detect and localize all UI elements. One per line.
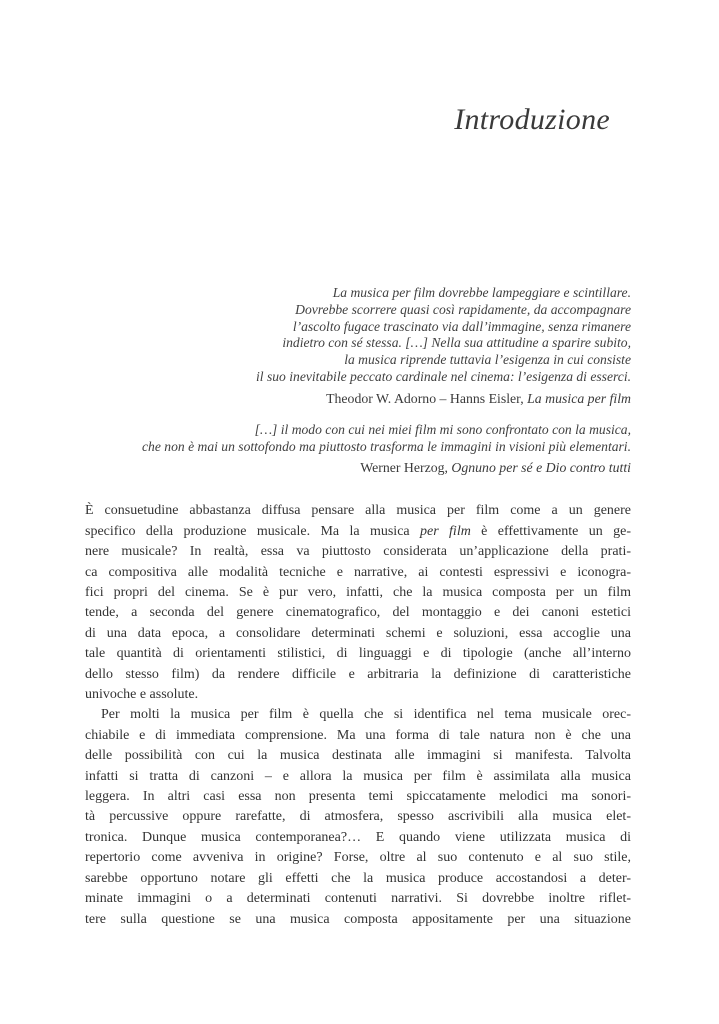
epigraph-attribution [85, 390, 631, 407]
body-paragraph-1 [85, 501, 631, 705]
epigraph-adorno-eisler [85, 285, 631, 407]
text-line: repertorio come avveniva in origine? Forse, oltre al suo contenuto e al suo stile, [85, 850, 631, 866]
text-line: infatti si tratta di canzoni – e allora la musica per film è assimilata alla musica [85, 768, 631, 784]
text-line: La musica per film dovrebbe lampeggiare e scintillare. [332, 285, 631, 300]
attribution-authors: Theodor W. Adorno – Hanns Eisler, [326, 390, 528, 406]
text-line: tale quantità di orientamenti stilistici, di linguaggi e di tipologie (anche all’interno [85, 646, 631, 662]
chapter-title: Introduzione [454, 103, 610, 136]
epigraph-attribution [85, 459, 631, 476]
text-line: minate immagini o a determinati contenuti narrativi. Si dovrebbe inoltre riflet- [85, 891, 631, 907]
text-line: Per molti la musica per film è quella che si identifica nel tema musicale orec- [101, 707, 631, 723]
text-line: tà percussive oppure rarefatte, di atmosfera, spesso ascrivibili alla musica elet- [85, 809, 631, 825]
attribution-work-title: La musica per film [527, 390, 631, 406]
text-line: leggera. In altri casi essa non presenta temi spiccatamente melodici ma sonori- [85, 789, 631, 805]
body-paragraph-2 [85, 705, 631, 929]
body-text [85, 501, 631, 930]
epigraph-quote-lines [85, 422, 631, 456]
text-line: nere musicale? In realtà, essa va piuttosto considerata un’applicazione della prati- [85, 544, 631, 560]
text-line: sarebbe opportuno notare gli effetti che la musica produce accostandosi a deter- [85, 870, 631, 886]
text-line: È consuetudine abbastanza diffusa pensare alla musica per film come a un genere [85, 503, 631, 519]
text-line: tronica. Dunque musica contemporanea?… E quando viene utilizzata musica di [85, 829, 631, 845]
text-line: fici propri del cinema. Se è pur vero, infatti, che la musica composta per un film [85, 585, 631, 600]
text-line: il suo inevitabile peccato cardinale nel cinema: l’esigenza di esserci. [256, 368, 631, 384]
text-line: indietro con sé stessa. […] Nella sua attitudine a sparire subito, [282, 335, 631, 351]
text-line: specifico della produzione musicale. Ma la musica per film è effettivamente un ge- [85, 523, 631, 539]
text-line: univoche e assolute. [85, 687, 199, 703]
text-line: chiabile e di immediata comprensione. Ma una forma di tale natura non è che una [85, 727, 631, 743]
attribution-authors: Werner Herzog, [360, 460, 452, 476]
text-line: Dovrebbe scorrere quasi così rapidamente, da accompagnare [295, 301, 631, 317]
text-line: di una data epoca, a consolidare determinati schemi e soluzioni, essa accoglie una [85, 625, 631, 641]
text-line: dello stesso film) da rendere difficile e arbitraria la definizione di caratteristiche [85, 666, 631, 682]
text-line: tende, a seconda del genere cinematografico, del montaggio e dei canoni estetici [85, 605, 631, 621]
text-line: […] il modo con cui nei miei film mi sono confrontato con la musica, [254, 421, 631, 437]
epigraph-herzog [85, 422, 631, 477]
text-line: l’ascolto fugace trascinato via dall’immagine, senza rimanere [292, 318, 631, 334]
text-line: che non è mai un sottofondo ma piuttosto trasforma le immagini in visioni più elementari. [142, 438, 631, 454]
epigraph-quote-lines [85, 285, 631, 386]
text-line: delle possibilità con cui la musica destinata alle immagini si manifesta. Talvolta [85, 748, 631, 764]
text-line: tere sulla questione se una musica composta appositamente per una situazione [85, 911, 631, 927]
attribution-work-title: Ognuno per sé e Dio contro tutti [451, 460, 631, 476]
text-line: la musica riprende tuttavia l’esigenza in cui consiste [344, 352, 631, 368]
text-line: ca compositiva alle modalità tecniche e narrative, ai contesti espressivi e iconogra- [85, 564, 631, 580]
